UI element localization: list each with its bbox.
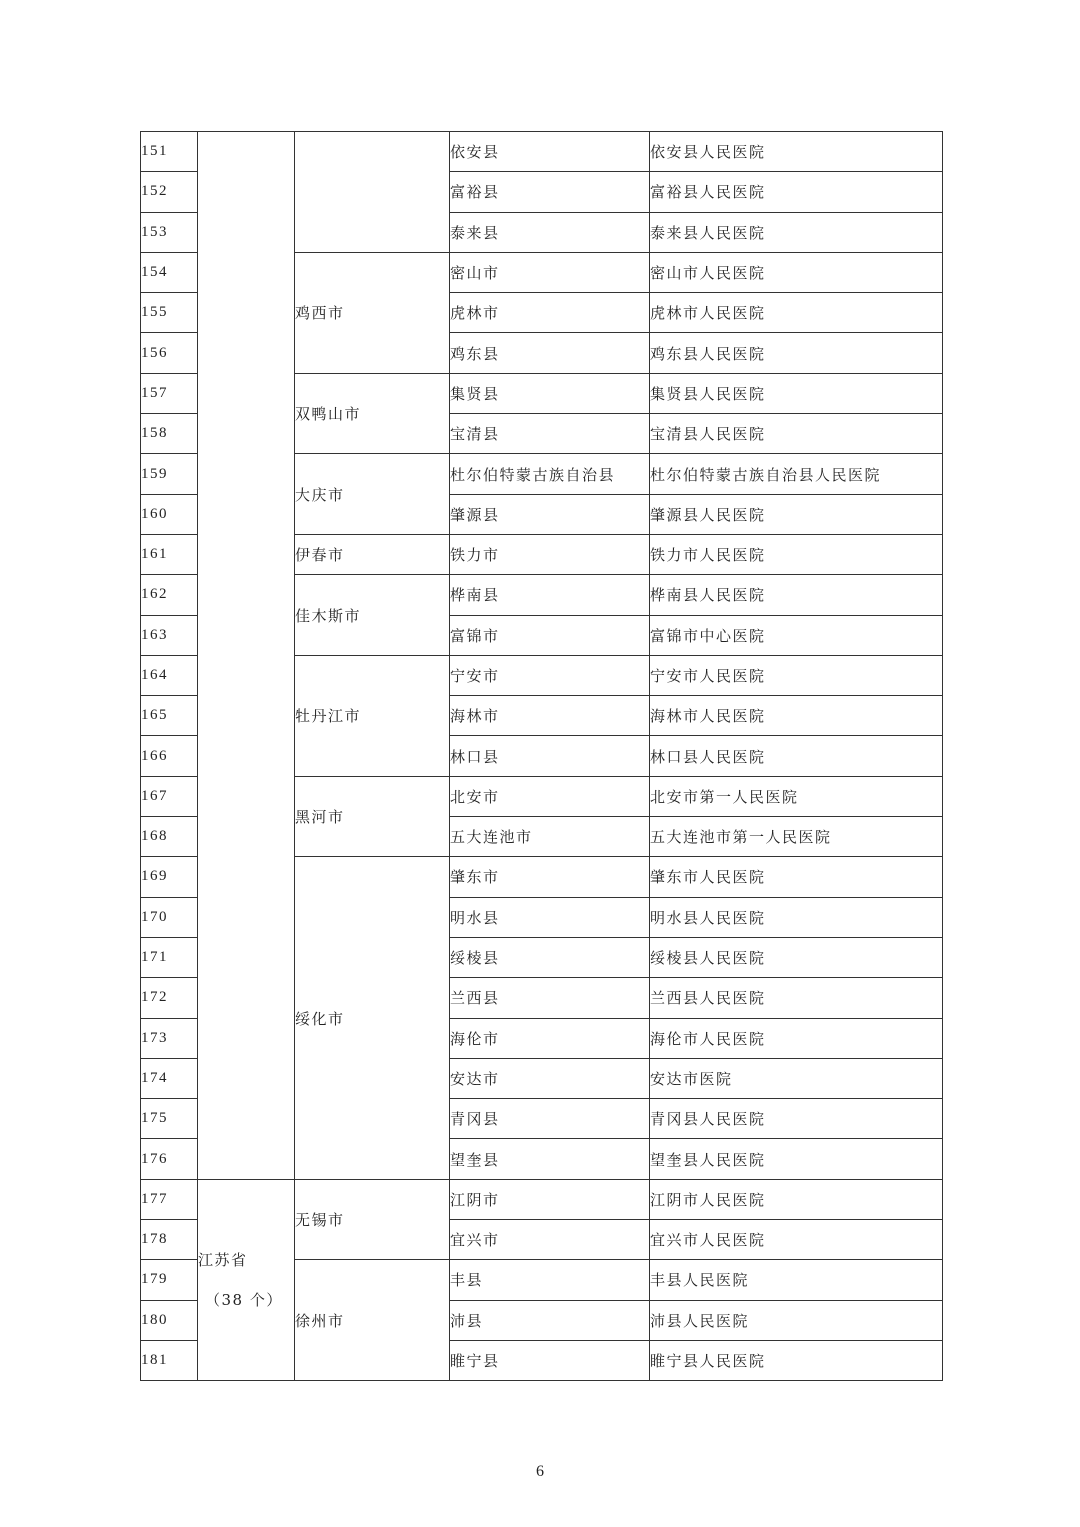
province-count: （38 个） — [205, 1290, 283, 1309]
row-number: 155 — [141, 293, 198, 333]
row-number: 164 — [141, 655, 198, 695]
row-number: 154 — [141, 252, 198, 292]
hospital-cell: 富锦市中心医院 — [650, 615, 943, 655]
county-cell: 铁力市 — [450, 534, 650, 574]
table-row — [141, 1179, 943, 1219]
hospital-cell: 泰来县人民医院 — [650, 212, 943, 252]
county-cell: 兰西县 — [450, 978, 650, 1018]
hospital-cell: 安达市医院 — [650, 1058, 943, 1098]
hospital-cell: 青冈县人民医院 — [650, 1099, 943, 1139]
city-cell: 绥化市 — [295, 857, 450, 1179]
hospital-cell: 宝清县人民医院 — [650, 414, 943, 454]
row-number: 169 — [141, 857, 198, 897]
county-cell: 集贤县 — [450, 373, 650, 413]
city-cell: 黑河市 — [295, 776, 450, 857]
row-number: 176 — [141, 1139, 198, 1179]
province-name: 江苏省 — [198, 1250, 248, 1269]
county-cell: 鸡东县 — [450, 333, 650, 373]
county-cell: 北安市 — [450, 776, 650, 816]
hospital-cell: 肇源县人民医院 — [650, 494, 943, 534]
hospital-cell: 鸡东县人民医院 — [650, 333, 943, 373]
row-number: 166 — [141, 736, 198, 776]
county-cell: 肇源县 — [450, 494, 650, 534]
row-number: 171 — [141, 937, 198, 977]
city-cell: 伊春市 — [295, 534, 450, 574]
hospital-cell: 海林市人民医院 — [650, 696, 943, 736]
row-number: 172 — [141, 978, 198, 1018]
row-number: 152 — [141, 172, 198, 212]
row-number: 156 — [141, 333, 198, 373]
row-number: 163 — [141, 615, 198, 655]
row-number: 153 — [141, 212, 198, 252]
hospital-cell: 集贤县人民医院 — [650, 373, 943, 413]
row-number: 179 — [141, 1260, 198, 1300]
county-cell: 宁安市 — [450, 655, 650, 695]
county-cell: 青冈县 — [450, 1099, 650, 1139]
province-cell — [198, 132, 295, 1180]
county-cell: 绥棱县 — [450, 937, 650, 977]
hospital-cell: 杜尔伯特蒙古族自治县人民医院 — [650, 454, 943, 494]
county-cell: 肇东市 — [450, 857, 650, 897]
city-cell: 双鸭山市 — [295, 373, 450, 454]
hospital-cell: 海伦市人民医院 — [650, 1018, 943, 1058]
hospital-cell: 依安县人民医院 — [650, 132, 943, 172]
row-number: 168 — [141, 817, 198, 857]
hospital-cell: 江阴市人民医院 — [650, 1179, 943, 1219]
row-number: 158 — [141, 414, 198, 454]
row-number: 178 — [141, 1220, 198, 1260]
county-cell: 五大连池市 — [450, 817, 650, 857]
county-cell: 沛县 — [450, 1300, 650, 1340]
hospital-list-table — [140, 131, 943, 1381]
county-cell: 桦南县 — [450, 575, 650, 615]
row-number: 151 — [141, 132, 198, 172]
row-number: 180 — [141, 1300, 198, 1340]
county-cell: 杜尔伯特蒙古族自治县 — [450, 454, 650, 494]
county-cell: 望奎县 — [450, 1139, 650, 1179]
county-cell: 睢宁县 — [450, 1340, 650, 1380]
city-cell: 牡丹江市 — [295, 655, 450, 776]
county-cell: 富锦市 — [450, 615, 650, 655]
hospital-cell: 睢宁县人民医院 — [650, 1340, 943, 1380]
hospital-cell: 桦南县人民医院 — [650, 575, 943, 615]
county-cell: 海林市 — [450, 696, 650, 736]
city-cell: 大庆市 — [295, 454, 450, 535]
page-number: 6 — [536, 1463, 544, 1480]
row-number: 177 — [141, 1179, 198, 1219]
county-cell: 林口县 — [450, 736, 650, 776]
row-number: 174 — [141, 1058, 198, 1098]
county-cell: 安达市 — [450, 1058, 650, 1098]
province-cell — [198, 1179, 295, 1380]
city-cell: 鸡西市 — [295, 252, 450, 373]
row-number: 157 — [141, 373, 198, 413]
county-cell: 依安县 — [450, 132, 650, 172]
hospital-cell: 五大连池市第一人民医院 — [650, 817, 943, 857]
city-cell: 无锡市 — [295, 1179, 450, 1260]
hospital-cell: 绥棱县人民医院 — [650, 937, 943, 977]
county-cell: 宝清县 — [450, 414, 650, 454]
hospital-cell: 林口县人民医院 — [650, 736, 943, 776]
city-cell: 徐州市 — [295, 1260, 450, 1381]
hospital-cell: 望奎县人民医院 — [650, 1139, 943, 1179]
city-cell — [295, 132, 450, 253]
hospital-cell: 沛县人民医院 — [650, 1300, 943, 1340]
hospital-cell: 宁安市人民医院 — [650, 655, 943, 695]
row-number: 170 — [141, 897, 198, 937]
city-cell: 佳木斯市 — [295, 575, 450, 656]
hospital-cell: 兰西县人民医院 — [650, 978, 943, 1018]
row-number: 159 — [141, 454, 198, 494]
hospital-cell: 铁力市人民医院 — [650, 534, 943, 574]
hospital-cell: 虎林市人民医院 — [650, 293, 943, 333]
row-number: 167 — [141, 776, 198, 816]
hospital-cell: 丰县人民医院 — [650, 1260, 943, 1300]
row-number: 162 — [141, 575, 198, 615]
row-number: 173 — [141, 1018, 198, 1058]
hospital-cell: 宜兴市人民医院 — [650, 1220, 943, 1260]
table-row — [141, 132, 943, 172]
county-cell: 密山市 — [450, 252, 650, 292]
county-cell: 泰来县 — [450, 212, 650, 252]
row-number: 181 — [141, 1340, 198, 1380]
county-cell: 明水县 — [450, 897, 650, 937]
row-number: 160 — [141, 494, 198, 534]
row-number: 165 — [141, 696, 198, 736]
hospital-cell: 密山市人民医院 — [650, 252, 943, 292]
row-number: 161 — [141, 534, 198, 574]
county-cell: 宜兴市 — [450, 1220, 650, 1260]
hospital-cell: 明水县人民医院 — [650, 897, 943, 937]
hospital-cell: 富裕县人民医院 — [650, 172, 943, 212]
county-cell: 海伦市 — [450, 1018, 650, 1058]
hospital-cell: 肇东市人民医院 — [650, 857, 943, 897]
row-number: 175 — [141, 1099, 198, 1139]
county-cell: 江阴市 — [450, 1179, 650, 1219]
county-cell: 丰县 — [450, 1260, 650, 1300]
county-cell: 富裕县 — [450, 172, 650, 212]
hospital-cell: 北安市第一人民医院 — [650, 776, 943, 816]
county-cell: 虎林市 — [450, 293, 650, 333]
